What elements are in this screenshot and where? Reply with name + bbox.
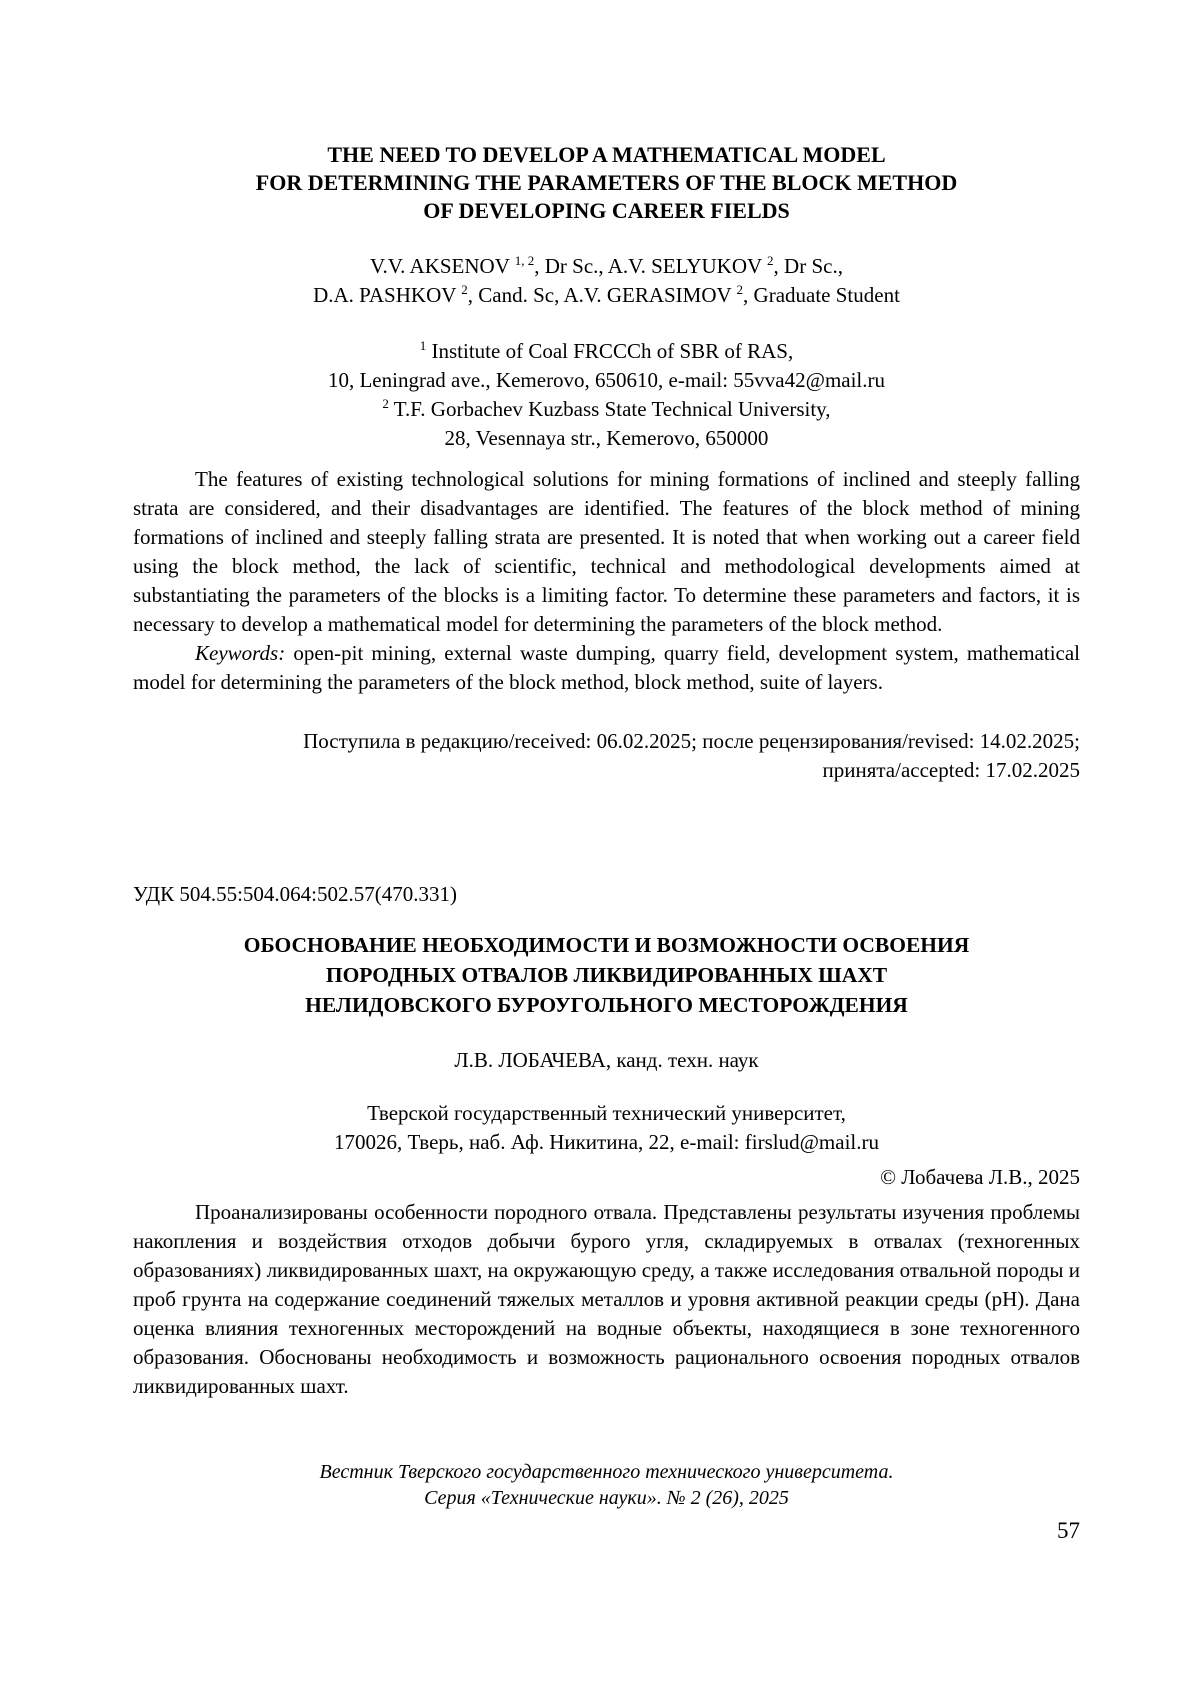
affiliation-marker: 1 [419, 338, 427, 353]
russian-author: Л.В. ЛОБАЧЕВА, канд. техн. наук [454, 1048, 759, 1072]
copyright-line: © Лобачева Л.В., 2025 [880, 1165, 1080, 1189]
russian-abstract: Проанализированы особенности породного отвала. Представлены результаты изучения проблемы накопления и воздействия отходов добычи бурого угля, складируемых в отвалах (техногенных образованиях) ликвидированных шахт, на окружающую среду, а также исследования отвальной породы и проб грунта на содержание соединений тяжелых металлов и уровня активной реакции среды (pH). Дана оценка влияния техногенных месторождений на водные объекты, находящиеся в зоне техногенного образования. Обоснованы необходимость и возможность рационального освоения породных отвалов ликвидированных шахт. [133, 1200, 1080, 1398]
author-degree: , Dr Sc., [773, 254, 843, 278]
received-revised-accepted-dates: Поступила в редакцию/received: 06.02.2025; после рецензирования/revised: 14.02.2025; принята/accepted: 17.02.2025 [303, 729, 1080, 782]
english-authors-line-2 [133, 281, 1080, 310]
english-authors-line-1 [133, 252, 1080, 281]
author-degree: , Cand. Sc, A.V. GERASIMOV [467, 283, 737, 307]
page-number: 57 [1057, 1518, 1080, 1543]
affiliation-1-address: 10, Leningrad ave., Kemerovo, 650610, e-mail: 55vva42@mail.ru [327, 368, 886, 392]
author-degree: , Dr Sc., A.V. SELYUKOV [534, 254, 768, 278]
keywords-text: open-pit mining, external waste dumping, quarry field, development system, mathematical model for determining the parameters of the block method, block method, suite of layers. [133, 641, 1080, 694]
english-affiliations-block [133, 337, 1080, 453]
author-name: V.V. AKSENOV [370, 254, 515, 278]
author-affiliation-ref: 2 [461, 282, 468, 297]
author-affiliation-ref: 1, 2 [514, 253, 535, 268]
russian-article-title: ОБОСНОВАНИЕ НЕОБХОДИМОСТИ И ВОЗМОЖНОСТИ ОСВОЕНИЯ ПОРОДНЫХ ОТВАЛОВ ЛИКВИДИРОВАННЫХ ШАХТ НЕЛИДОВСКОГО БУРОУГОЛЬНОГО МЕСТОРОЖДЕНИЯ [243, 933, 970, 1017]
english-keywords [133, 639, 1080, 697]
affiliation-name: Institute of Coal FRCCCh of SBR of RAS, [426, 339, 794, 363]
keywords-label: Keywords: [195, 641, 286, 665]
affiliation-2 [133, 395, 1080, 424]
affiliation-2-address: 28, Vesennaya str., Kemerovo, 650000 [444, 426, 769, 450]
author-affiliation-ref: 2 [767, 253, 774, 268]
journal-footer: Вестник Тверского государственного технического университета. Серия «Технические науки». № 2 (26), 2025 [319, 1461, 894, 1509]
affiliation-marker: 2 [382, 396, 389, 411]
english-authors-block [133, 252, 1080, 310]
author-degree: , Graduate Student [743, 283, 900, 307]
udc-code: УДК 504.55:504.064:502.57(470.331) [133, 882, 457, 906]
author-name: D.A. PASHKOV [313, 283, 462, 307]
english-article-title: THE NEED TO DEVELOP A MATHEMATICAL MODEL FOR DETERMINING THE PARAMETERS OF THE BLOCK METHOD OF DEVELOPING CAREER FIELDS [255, 142, 958, 223]
affiliation-name: T.F. Gorbachev Kuzbass State Technical University, [388, 397, 831, 421]
affiliation-1 [133, 337, 1080, 366]
russian-affiliation: Тверской государственный технический университет, 170026, Тверь, наб. Аф. Никитина, 22, e-mail: firslud@mail.ru [334, 1101, 879, 1154]
author-affiliation-ref: 2 [736, 282, 744, 297]
english-abstract: The features of existing technological solutions for mining formations of inclined and steeply falling strata are considered, and their disadvantages are identified. The features of the block method of mining formations of inclined and steeply falling strata are presented. It is noted that when working out a career field using the block method, the lack of scientific, technical and methodological developments aimed at substantiating the parameters of the blocks is a limiting factor. To determine these parameters and factors, it is necessary to develop a mathematical model for determining the parameters of the block method. [133, 467, 1080, 636]
